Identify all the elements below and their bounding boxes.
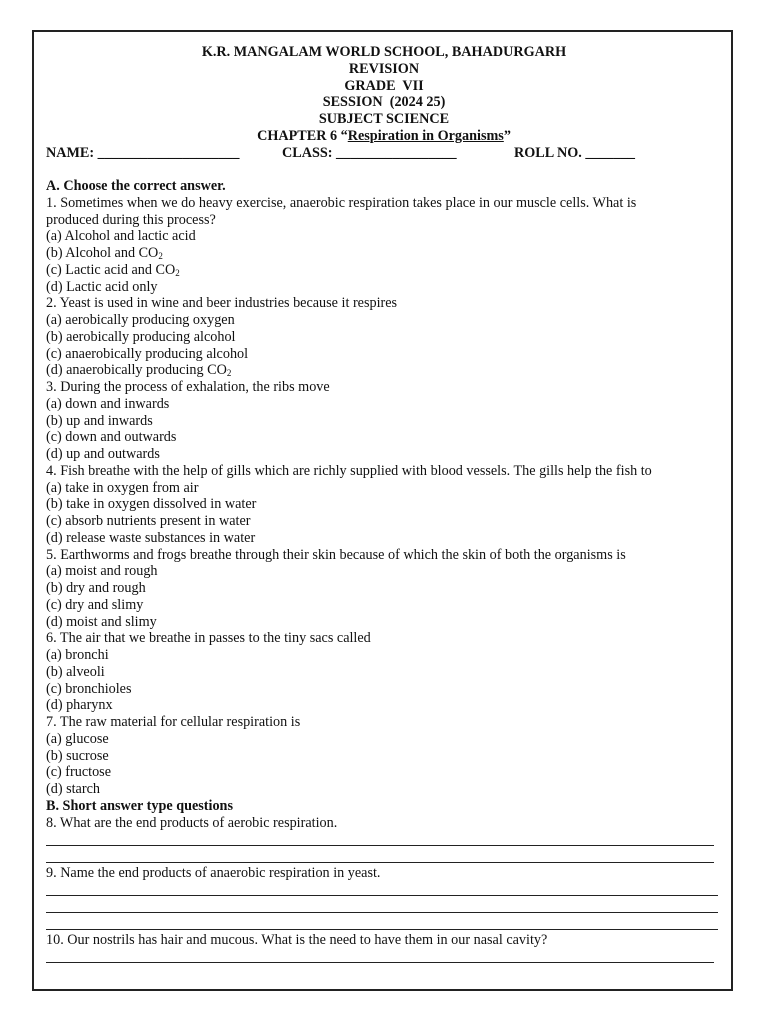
answer-option xyxy=(46,664,726,681)
chapter-suffix: ” xyxy=(503,127,511,144)
subscript: 2 xyxy=(226,368,232,379)
question-10: 10. Our nostrils has hair and mucous. What is the need to have them in our nasal cavity? xyxy=(46,931,548,948)
question-text: 4. Fish breathe with the help of gills which are richly supplied with blood vessels. The gills help the fish to xyxy=(46,462,652,479)
answer-option xyxy=(46,614,726,631)
mcq-question xyxy=(46,714,726,798)
answer-option xyxy=(46,697,726,714)
worksheet-type: REVISION xyxy=(348,60,420,77)
option-text: (a) moist and rough xyxy=(46,563,158,580)
option-text: (c) fructose xyxy=(46,764,111,781)
option-text: (d) Lactic acid only xyxy=(46,278,158,295)
option-text: (b) up and inwards xyxy=(46,412,153,429)
option-text: (c) dry and slimy xyxy=(46,596,144,613)
option-text: (c) bronchioles xyxy=(46,680,132,697)
mcq-question xyxy=(46,547,726,631)
answer-option xyxy=(46,530,726,547)
answer-line xyxy=(46,882,726,899)
worksheet-body xyxy=(46,178,726,965)
subscript: 2 xyxy=(158,251,163,261)
mcq-question xyxy=(46,195,726,296)
option-text: (d) pharynx xyxy=(46,697,113,714)
option-text: (b) aerobically producing alcohol xyxy=(46,328,236,345)
student-info-row xyxy=(46,145,726,163)
section-b-heading: B. Short answer type questions xyxy=(46,797,233,814)
chapter-title: Respiration in Organisms xyxy=(347,127,504,144)
answer-option xyxy=(46,429,726,446)
answer-line xyxy=(46,949,726,966)
answer-option xyxy=(46,764,726,781)
option-text: (d) up and outwards xyxy=(46,446,160,462)
option-text: (c) Lactic acid and CO xyxy=(46,261,176,278)
answer-line xyxy=(46,831,726,848)
option-text: (a) glucose xyxy=(46,730,109,747)
question-text-cont: produced during this process? xyxy=(46,211,216,228)
answer-option xyxy=(46,480,726,497)
mcq-question xyxy=(46,463,726,547)
option-text: (c) down and outwards xyxy=(46,429,177,446)
answer-option xyxy=(46,346,726,363)
answer-option xyxy=(46,245,726,262)
answer-option xyxy=(46,731,726,748)
answer-line xyxy=(46,898,726,915)
answer-option xyxy=(46,597,726,614)
question-8: 8. What are the end products of aerobic respiration. xyxy=(46,814,338,831)
class-field: CLASS: _________________ xyxy=(282,145,457,161)
option-text: (b) dry and rough xyxy=(46,580,146,596)
answer-option xyxy=(46,647,726,664)
school-name: K.R. MANGALAM WORLD SCHOOL, BAHADURGARH xyxy=(201,44,567,60)
option-text: (a) Alcohol and lactic acid xyxy=(46,228,196,245)
option-text: (a) take in oxygen from air xyxy=(46,479,199,496)
option-text: (a) aerobically producing oxygen xyxy=(46,312,235,328)
answer-option xyxy=(46,446,726,463)
answer-option xyxy=(46,279,726,296)
option-text: (b) alveoli xyxy=(46,663,105,680)
chapter xyxy=(0,128,768,145)
answer-line xyxy=(46,848,726,865)
answer-line xyxy=(46,915,726,932)
question-text: 6. The air that we breathe in passes to the tiny sacs called xyxy=(46,630,371,647)
roll-field: ROLL NO. _______ xyxy=(514,145,636,161)
question-9: 9. Name the end products of anaerobic respiration in yeast. xyxy=(46,864,381,881)
question-text: 5. Earthworms and frogs breathe through their skin because of which the skin of both the organisms is xyxy=(46,546,626,563)
question-text: 2. Yeast is used in wine and beer industries because it respires xyxy=(46,295,398,312)
answer-option xyxy=(46,329,726,346)
chapter-prefix: CHAPTER 6 “ xyxy=(257,127,348,144)
section-a-heading: A. Choose the correct answer. xyxy=(46,178,226,194)
mcq-list xyxy=(46,195,726,798)
answer-option xyxy=(46,681,726,698)
option-text: (b) take in oxygen dissolved in water xyxy=(46,496,257,513)
answer-option xyxy=(46,362,726,379)
answer-option xyxy=(46,262,726,279)
option-text: (a) bronchi xyxy=(46,647,109,663)
answer-option xyxy=(46,413,726,430)
answer-option xyxy=(46,496,726,513)
option-text: (a) down and inwards xyxy=(46,395,170,412)
option-text: (c) anaerobically producing alcohol xyxy=(46,345,249,362)
answer-option xyxy=(46,580,726,597)
name-field: NAME: ____________________ xyxy=(46,145,240,161)
question-text: 7. The raw material for cellular respiration is xyxy=(46,714,301,730)
answer-option xyxy=(46,228,726,245)
answer-option xyxy=(46,563,726,580)
mcq-question xyxy=(46,630,726,714)
session: SESSION (2024 25) xyxy=(322,94,446,111)
grade: GRADE VII xyxy=(344,77,424,94)
worksheet-header xyxy=(0,44,768,145)
option-text: (d) moist and slimy xyxy=(46,613,157,630)
answer-option xyxy=(46,396,726,413)
option-text: (d) anaerobically producing CO xyxy=(46,362,227,379)
question-text: 1. Sometimes when we do heavy exercise, anaerobic respiration takes place in our muscle cells. What is xyxy=(46,194,637,211)
question-text: 3. During the process of exhalation, the ribs move xyxy=(46,379,330,395)
subject: SUBJECT SCIENCE xyxy=(318,111,450,128)
answer-option xyxy=(46,513,726,530)
option-text: (d) starch xyxy=(46,781,100,797)
option-text: (c) absorb nutrients present in water xyxy=(46,513,251,529)
option-text: (b) sucrose xyxy=(46,747,109,764)
answer-option xyxy=(46,748,726,765)
mcq-question xyxy=(46,295,726,379)
option-text: (b) Alcohol and CO xyxy=(46,245,159,261)
answer-option xyxy=(46,781,726,798)
subscript: 2 xyxy=(175,267,180,278)
option-text: (d) release waste substances in water xyxy=(46,529,256,546)
answer-option xyxy=(46,312,726,329)
mcq-question xyxy=(46,379,726,463)
